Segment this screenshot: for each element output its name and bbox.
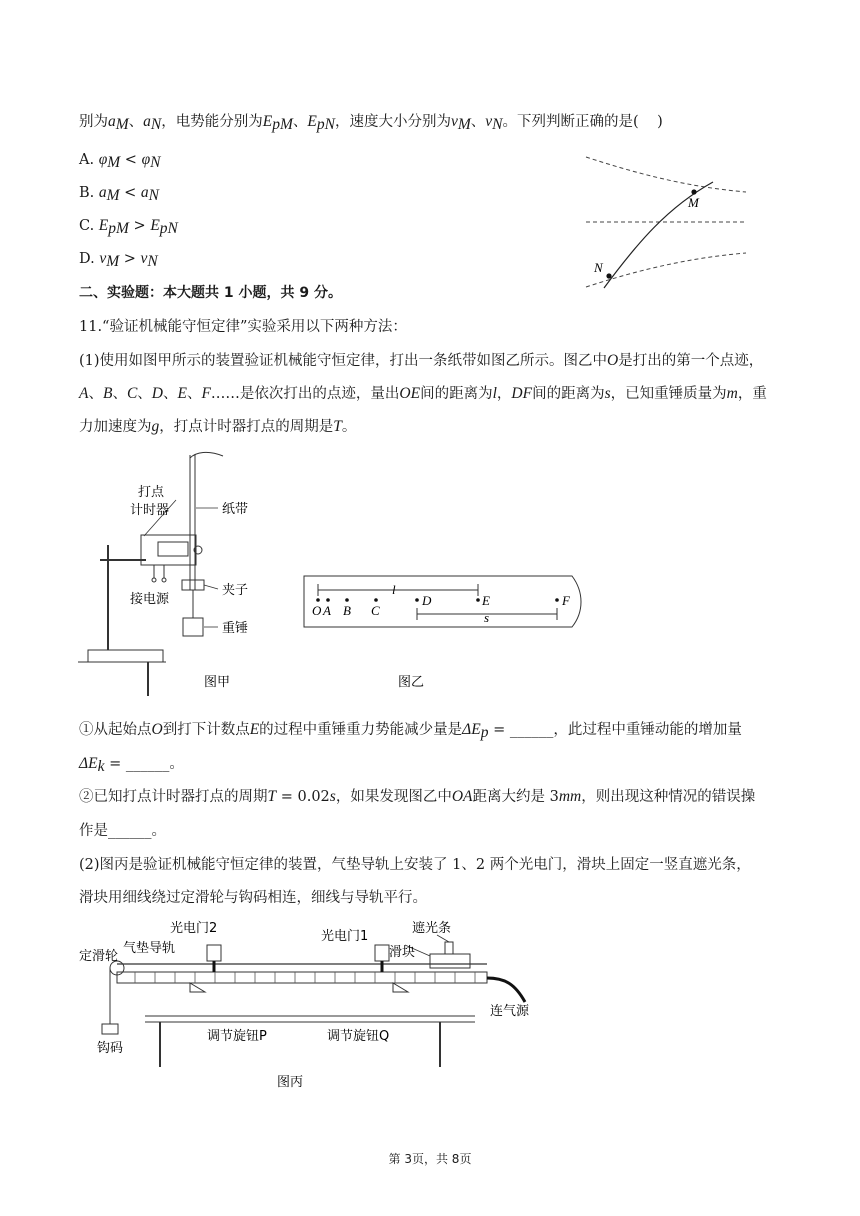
- label-gate2: 光电门2: [170, 921, 218, 936]
- tape-label-d: D: [422, 593, 432, 608]
- tape-label-e: E: [482, 593, 490, 608]
- q11-sub1-line2: $\Delta E_k$ = ______。: [79, 755, 184, 775]
- q11-part2-line2: 滑块用细线绕过定滑轮与钩码相连，细线与导轨平行。: [79, 890, 427, 906]
- tape-label-l: l: [392, 582, 396, 597]
- label-timer-1: 打点: [138, 485, 165, 500]
- section2-heading: 二、实验题：本大题共 1 小题，共 9 分。: [79, 285, 342, 301]
- label-strip: 遮光条: [412, 921, 452, 936]
- tape-label-b: B: [343, 603, 351, 618]
- figure-yi: [300, 572, 590, 692]
- label-knob-p: 调节旋钮P: [207, 1029, 267, 1044]
- tape-label-c: C: [371, 603, 380, 618]
- tape-label-o: O: [312, 603, 322, 618]
- q10-option-c: C. $E_{pM} > E_{pN}$: [79, 217, 178, 237]
- tape-label-f: F: [562, 593, 570, 608]
- q11-part1-line3: 力加速度为g，打点计时器打点的周期是T。: [79, 418, 357, 435]
- point-m: [691, 189, 696, 194]
- point-n: [606, 273, 611, 278]
- q11-part1-line1: (1)使用如图甲所示的装置验证机械能守恒定律，打出一条纸带如图乙所示。图乙中O是打出的第一个点迹，: [79, 352, 764, 369]
- q11-part2-line1: (2)图丙是验证机械能守恒定律的装置，气垫导轨上安装了 1、2 两个光电门，滑块上固定一竖直遮光条，: [79, 857, 751, 873]
- field-line-figure: [578, 152, 748, 292]
- figure-jia: [78, 450, 278, 700]
- label-power: 接电源: [130, 592, 170, 607]
- q10-option-a: A. $\varphi_M < \varphi_N$: [79, 151, 161, 171]
- label-pulley: 定滑轮: [79, 949, 119, 964]
- tape-label-a: A: [323, 603, 331, 618]
- q10-option-d: D. $v_M > v_N$: [79, 250, 158, 270]
- label-air: 连气源: [490, 1004, 530, 1019]
- q10-option-b: B. $a_M < a_N$: [79, 184, 160, 204]
- q11-sub2-line2: 作是______。: [79, 823, 166, 839]
- q10-intro: 别为$a_M$、$a_N$，电势能分别为$E_{pM}$、$E_{pN}$，速度大小分别为$v_M$、$v_N$。下列判断正确的是( ): [79, 113, 663, 133]
- caption-yi: 图乙: [398, 675, 425, 690]
- q11-sub2-line1: ②已知打点计时器打点的周期T = 0.02s，如果发现图乙中OA距离大约是 3mm，则出现这种情况的错误操: [79, 788, 756, 805]
- label-weight: 重锤: [222, 621, 249, 636]
- caption-jia: 图甲: [204, 675, 231, 690]
- caption-bing: 图丙: [277, 1075, 304, 1090]
- page-footer: 第 3页，共 8页: [388, 1152, 472, 1166]
- label-track: 气垫导轨: [123, 941, 176, 956]
- label-slider: 滑块: [389, 945, 416, 960]
- q11-sub1-line1: ①从起始点O到打下计数点E的过程中重锤重力势能减少量是$\Delta E_p$ = ______，此过程中重锤动能的增加量: [79, 721, 742, 741]
- label-knob-q: 调节旋钮Q: [327, 1029, 390, 1044]
- tape-label-s: s: [484, 610, 490, 625]
- label-n: N: [594, 260, 603, 275]
- label-timer-2: 计时器: [130, 503, 170, 518]
- figure-bing: [75, 912, 555, 1092]
- q11-stem: 11.“验证机械能守恒定律”实验采用以下两种方法：: [79, 319, 407, 335]
- q11-part1-line2: A、B、C、D、E、F……是依次打出的点迹，量出OE间的距离为l，DF间的距离为s，已知重锤质量为m，重: [79, 385, 767, 402]
- label-m: M: [688, 195, 699, 210]
- label-clip: 夹子: [222, 583, 249, 598]
- label-tape: 纸带: [222, 502, 249, 517]
- label-hook: 钩码: [97, 1041, 124, 1056]
- label-gate1: 光电门1: [321, 929, 369, 944]
- tape-dots: [316, 598, 559, 602]
